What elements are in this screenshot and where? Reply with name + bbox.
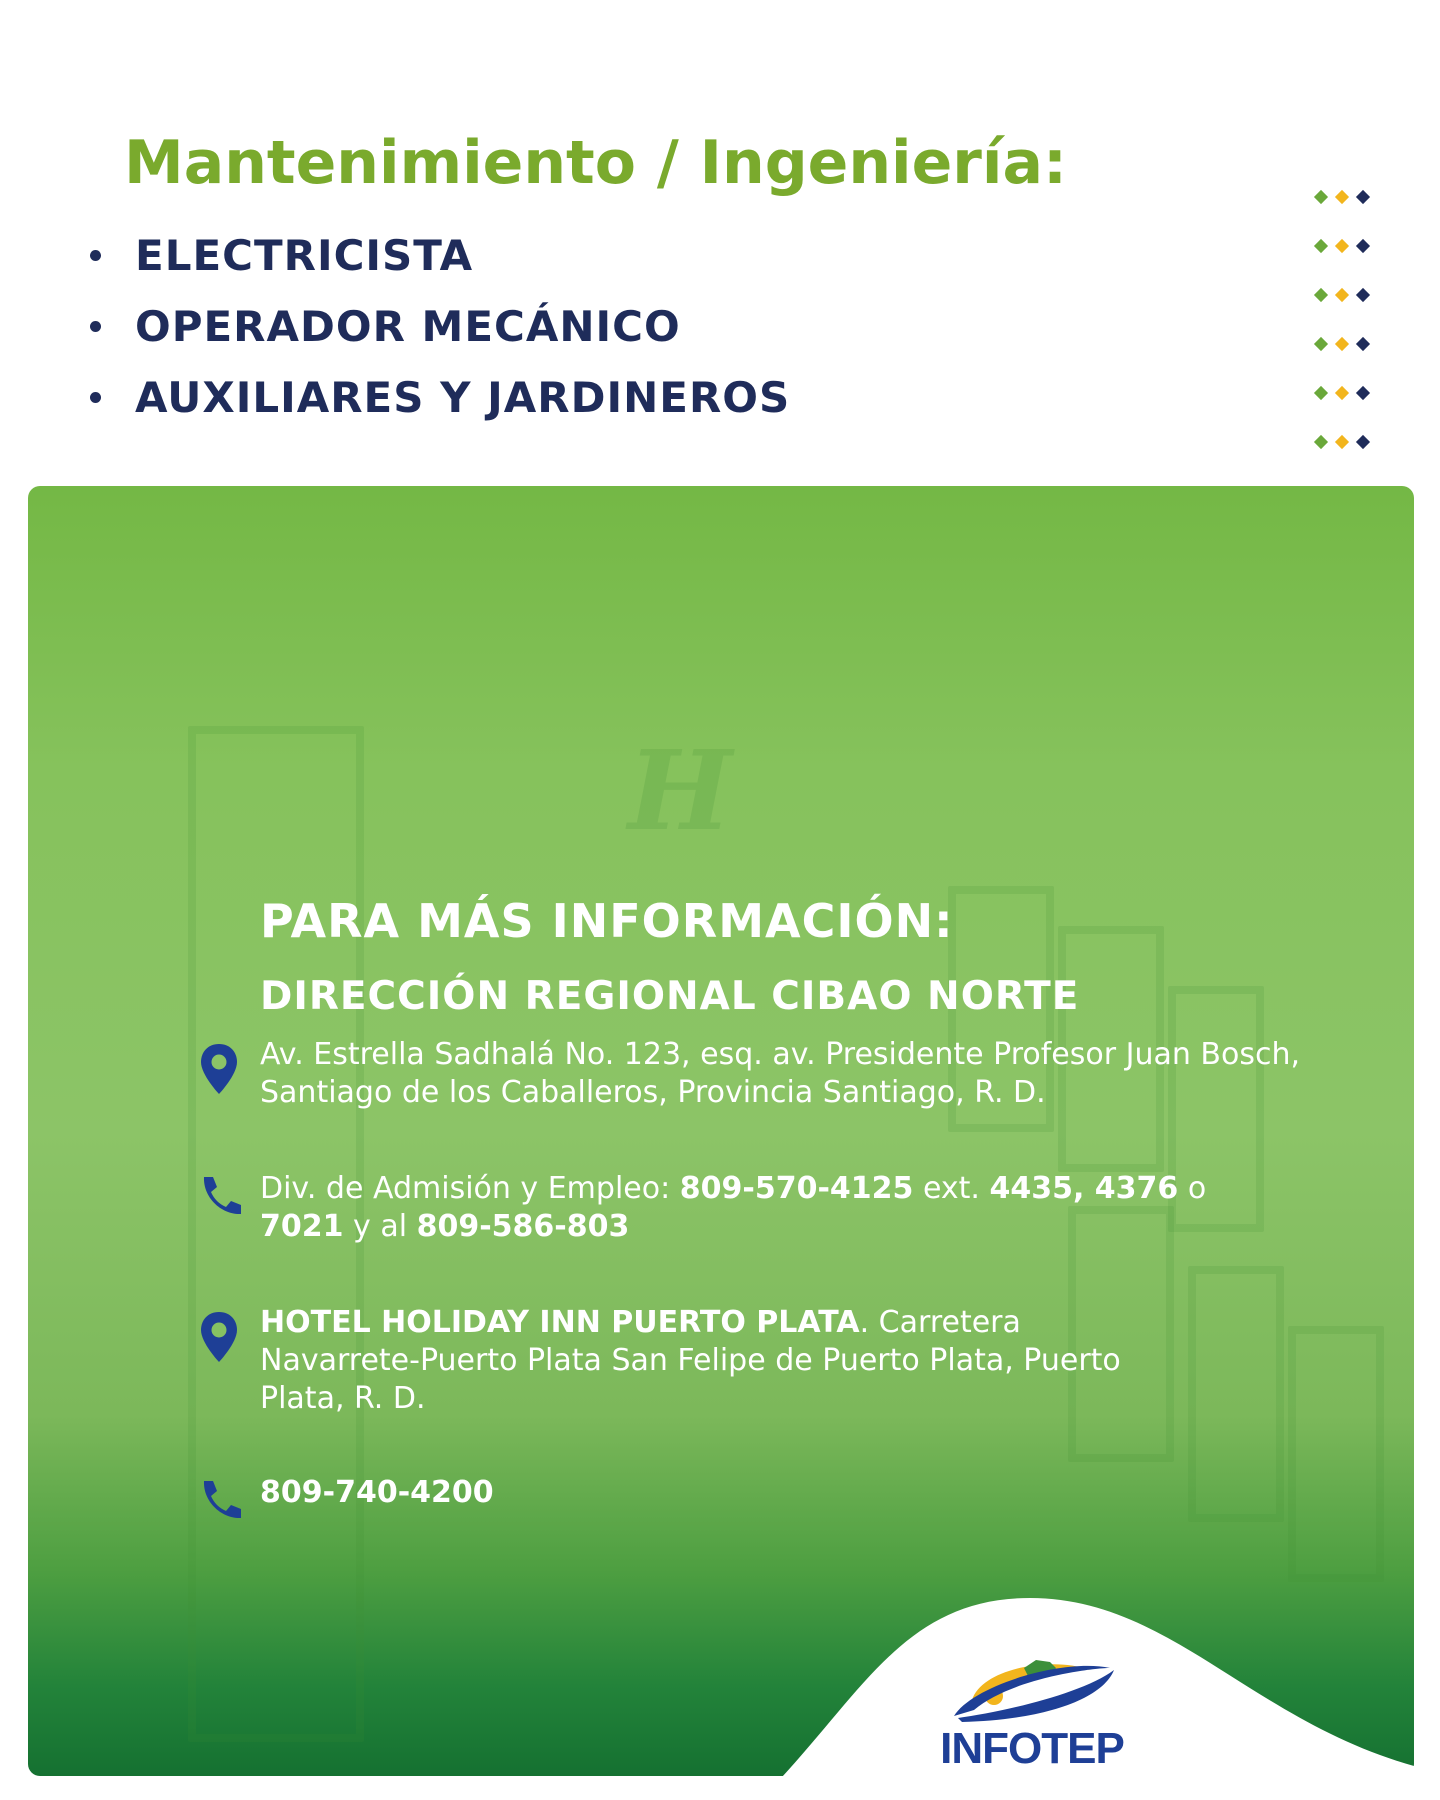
hotel-name: HOTEL HOLIDAY INN PUERTO PLATA bbox=[260, 1305, 860, 1340]
phone-number: 809-740-4200 bbox=[260, 1475, 494, 1510]
and-label: y al bbox=[343, 1209, 417, 1244]
phone-number-2: 809-586-803 bbox=[416, 1209, 630, 1244]
ext-number: 7021 bbox=[260, 1209, 344, 1244]
phone-number: 809-570-4125 bbox=[679, 1171, 914, 1206]
infotep-logo bbox=[932, 1638, 1132, 1778]
infotep-emblem-icon bbox=[932, 1638, 1132, 1728]
job-title: ELECTRICISTA bbox=[135, 231, 474, 280]
address-text: . Carretera Navarrete-Puerto Plata San Felipe de Puerto Plata, Puerto Plata, R. D. bbox=[260, 1305, 1121, 1416]
job-title: AUXILIARES Y JARDINEROS bbox=[135, 373, 791, 422]
phone-label: Div. de Admisión y Empleo: bbox=[260, 1171, 680, 1206]
or-label: o bbox=[1178, 1171, 1207, 1206]
background-logo-mark: H bbox=[628, 726, 732, 855]
address-text: Av. Estrella Sadhalá No. 123, esq. av. Presidente Profesor Juan Bosch, Santiago de los Caballeros, Provincia Santiago, R. D. bbox=[260, 1037, 1301, 1110]
info-title: PARA MÁS INFORMACIÓN: bbox=[260, 894, 954, 948]
ext-label: ext. bbox=[913, 1171, 990, 1206]
ext-numbers: 4435, 4376 bbox=[989, 1171, 1179, 1206]
info-subtitle: DIRECCIÓN REGIONAL CIBAO NORTE bbox=[260, 974, 1080, 1019]
job-title: OPERADOR MECÁNICO bbox=[135, 302, 681, 351]
logo-wordmark: INFOTEP bbox=[940, 1724, 1124, 1773]
section-heading: Mantenimiento / Ingeniería: bbox=[124, 128, 1067, 198]
